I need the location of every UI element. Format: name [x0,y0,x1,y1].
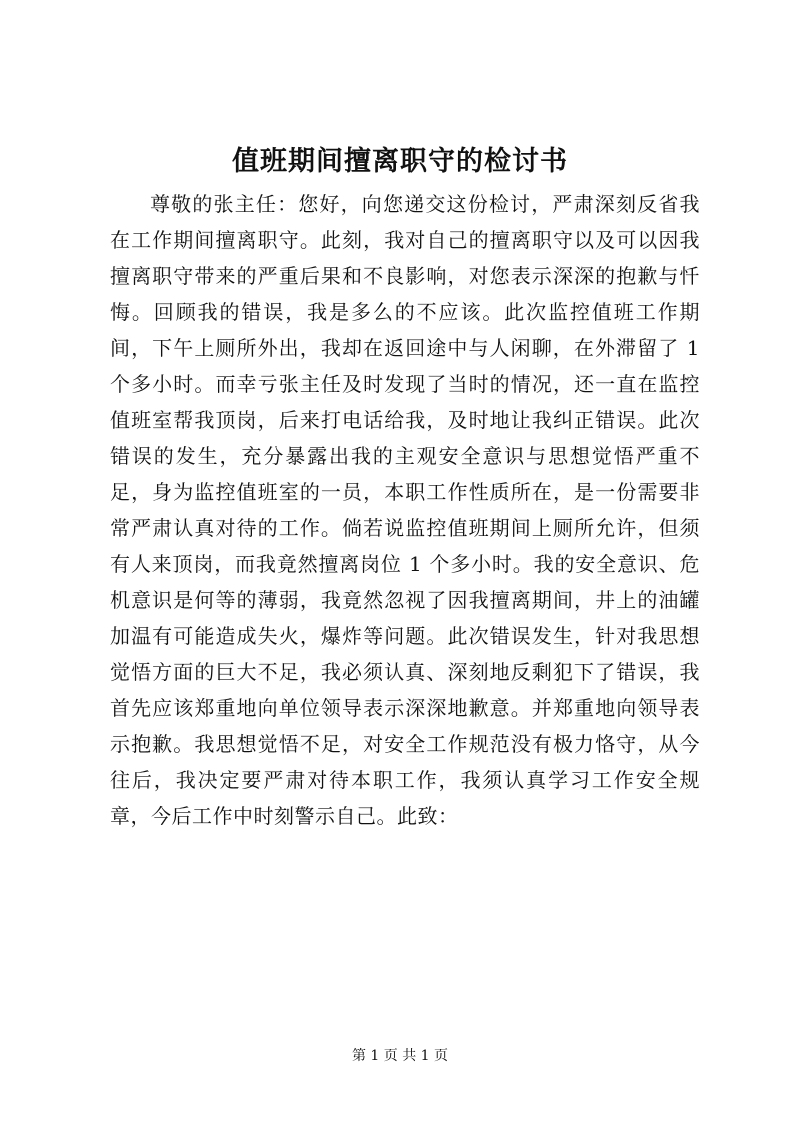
document-body: 尊敬的张主任：您好，向您递交这份检讨，严肃深刻反省我在工作期间擅离职守。此刻，我对自己的擅离职守以及可以因我擅离职守带来的严重后果和不良影响，对您表示深深的抱歉与忏悔。回顾我的错误，我是多么的不应该。此次监控值班工作期间，下午上厕所外出，我却在返回途中与人闲聊，在外滞留了 1 个多小时。而幸亏张主任及时发现了当时的情况，还一直在监控值班室帮我顶岗，后来打电话给我，及时地让我纠正错误。此次错误的发生，充分暴露出我的主观安全意识与思想觉悟严重不足，身为监控值班室的一员，本职工作性质所在，是一份需要非常严肃认真对待的工作。倘若说监控值班期间上厕所允许，但须有人来顶岗，而我竟然擅离岗位 1 个多小时。我的安全意识、危机意识是何等的薄弱，我竟然忽视了因我擅离期间，井上的油罐加温有可能造成失火，爆炸等问题。此次错误发生，针对我思想觉悟方面的巨大不足，我必须认真、深刻地反剩犯下了错误，我首先应该郑重地向单位领导表示深深地歉意。并郑重地向领导表示抱歉。我思想觉悟不足，对安全工作规范没有极力恪守，从今往后，我决定要严肃对待本职工作，我须认真学习工作安全规章，今后工作中时刻警示自己。此致： [110,192,700,828]
page-number: 第 1 页 共 1 页 [351,1048,449,1064]
document-title: 值班期间擅离职守的检讨书 [232,146,568,177]
